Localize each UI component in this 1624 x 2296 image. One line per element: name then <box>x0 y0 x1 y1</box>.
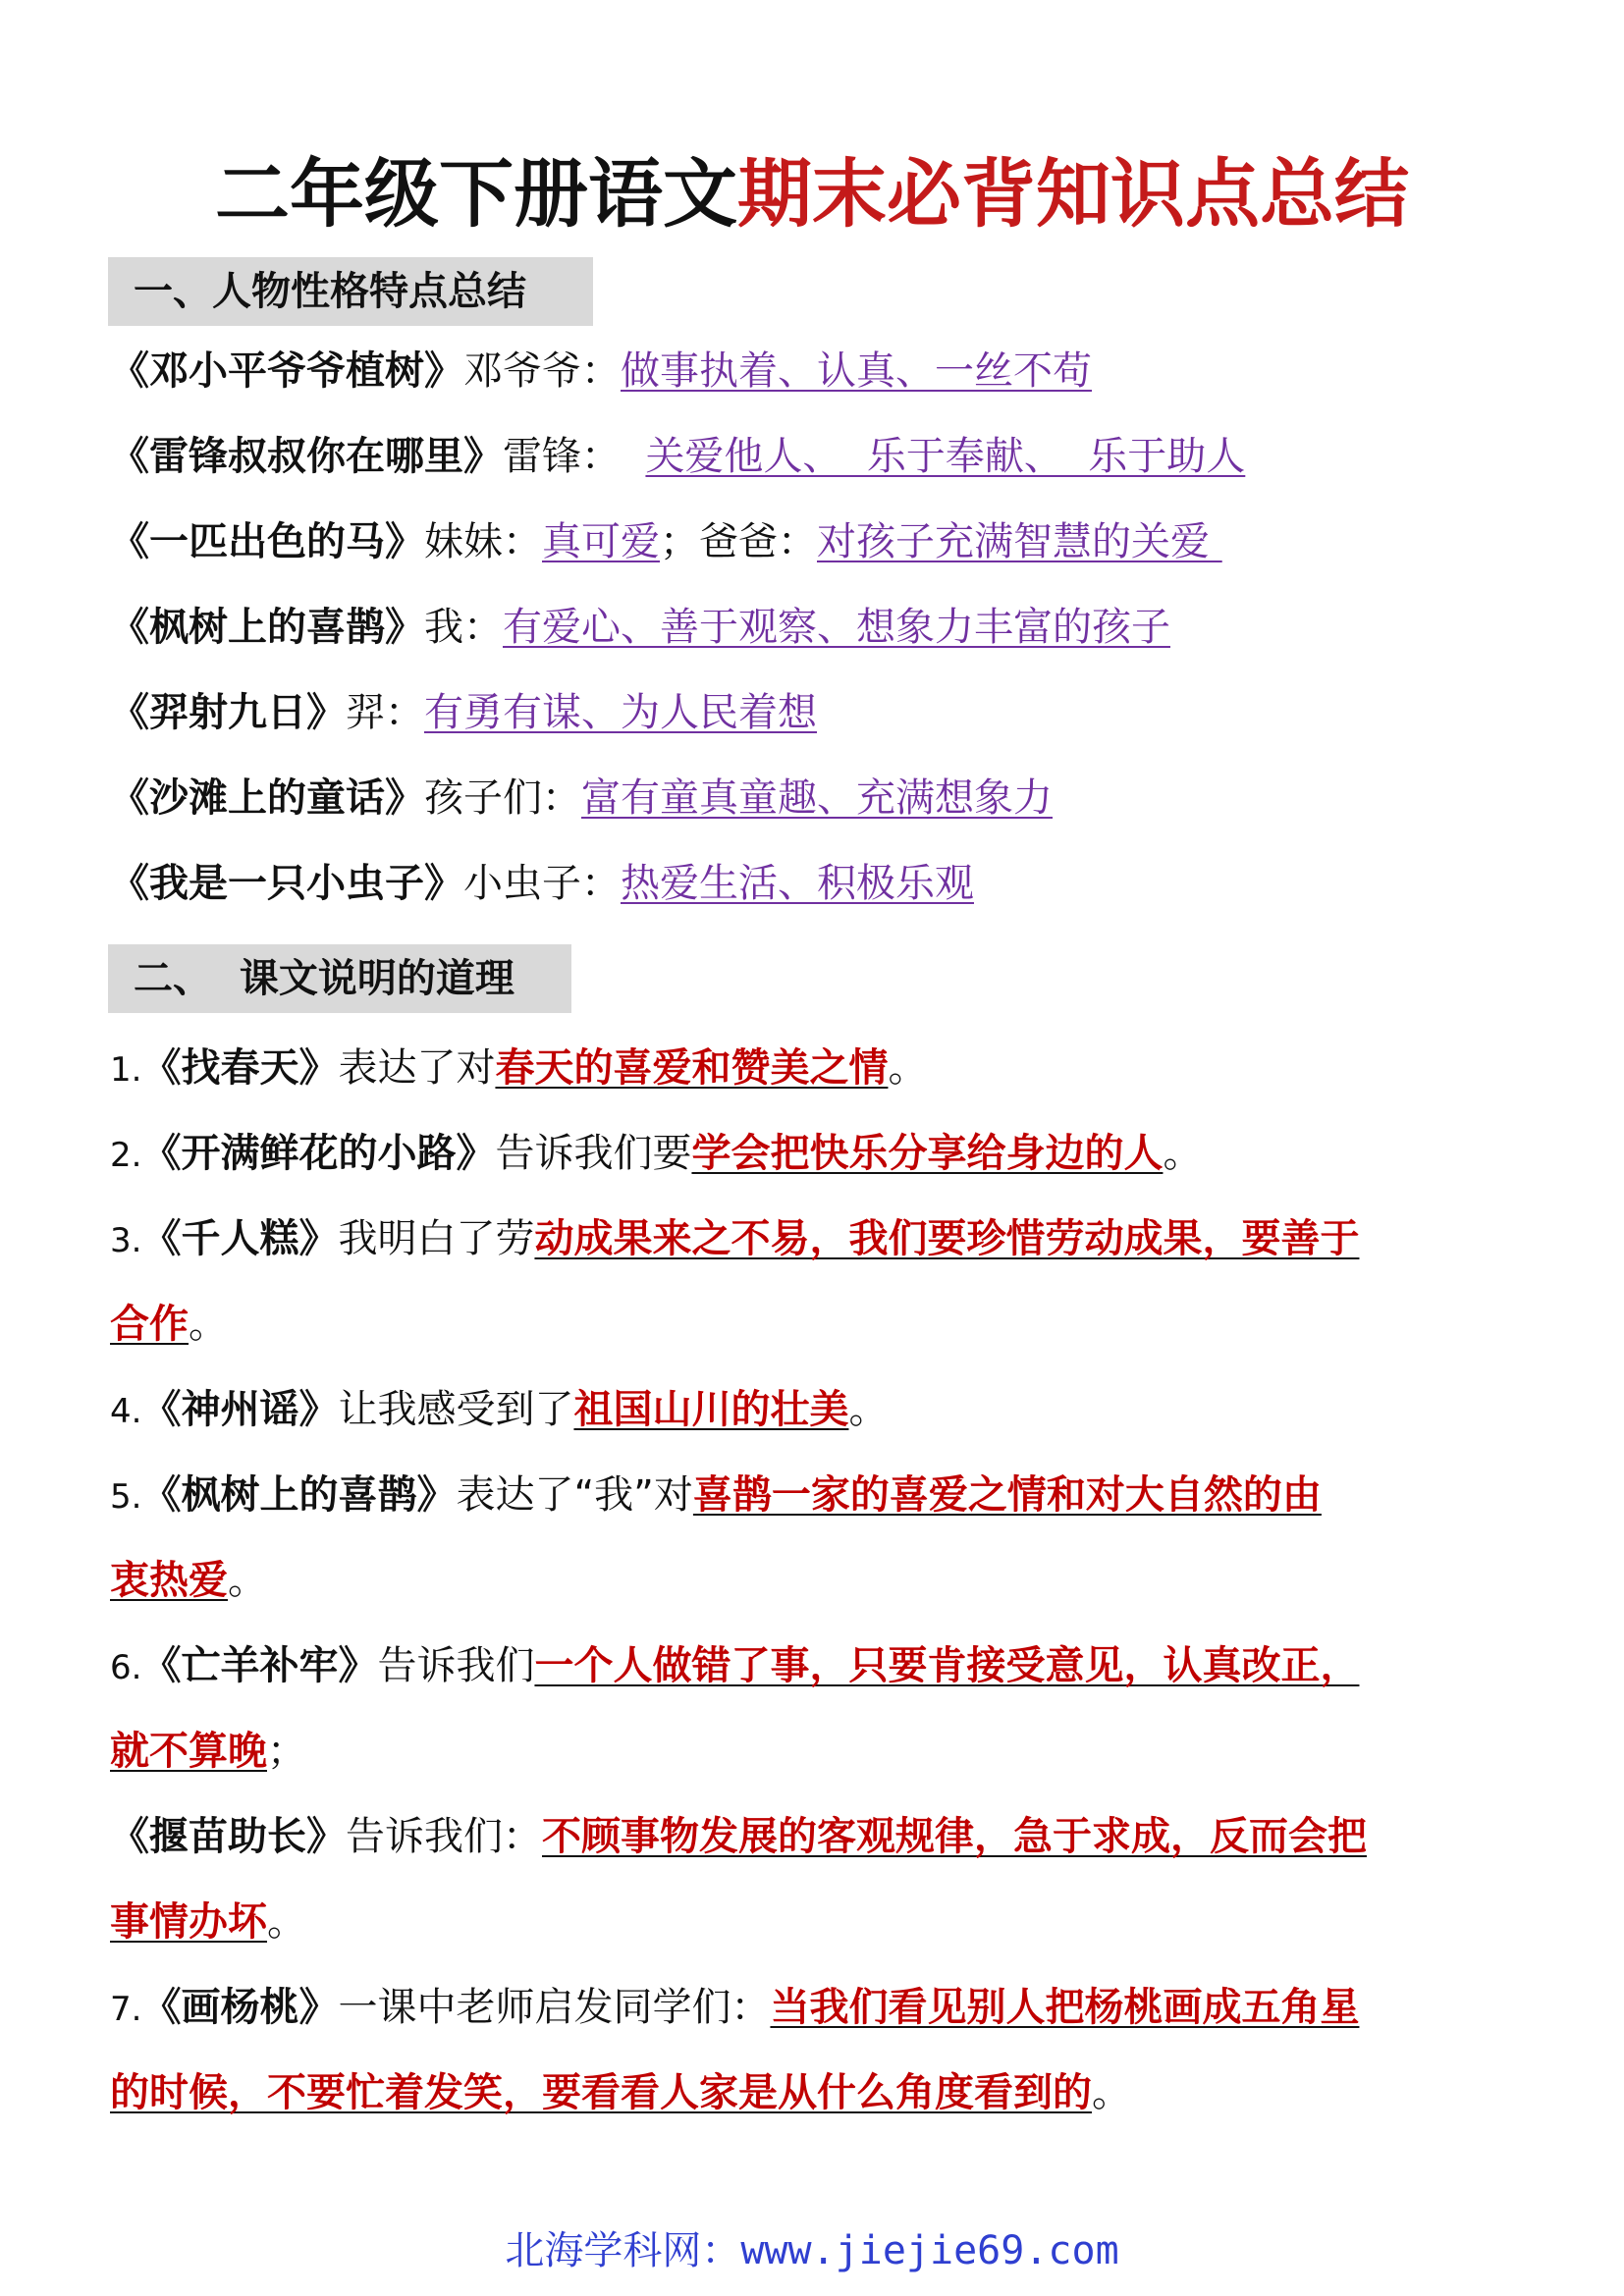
book-title: 《我是一只小虫子》 <box>110 861 463 906</box>
lesson: 学会把快乐分享给身边的人 <box>691 1131 1164 1176</box>
lesson-cont: 事情办坏 <box>110 1899 267 1945</box>
lead-text: 让我感受到了 <box>338 1387 574 1432</box>
character: 妹妹： <box>424 519 542 564</box>
list-item-continued <box>110 1551 267 1610</box>
book-title: 《羿射九日》 <box>110 690 346 735</box>
item-number: 7. <box>110 1990 142 2029</box>
book-title: 《沙滩上的童话》 <box>110 775 424 821</box>
punct: 。 <box>189 1302 228 1347</box>
lead-text: 告诉我们要 <box>495 1131 692 1176</box>
list-item <box>110 769 1053 828</box>
punct: 。 <box>1092 2070 1131 2115</box>
list-item <box>110 1807 1367 1866</box>
book-title: 《邓小平爷爷植树》 <box>110 348 463 394</box>
punct: 。 <box>848 1387 889 1432</box>
list-item <box>110 1380 888 1439</box>
list-item <box>110 1978 1359 2037</box>
character: 孩子们： <box>424 775 581 821</box>
book-title: 《开满鲜花的小路》 <box>141 1131 496 1176</box>
punct: ； <box>267 1729 306 1774</box>
list-item-continued <box>110 1893 306 1951</box>
book-title: 《亡羊补牢》 <box>141 1643 378 1688</box>
list-item <box>110 1466 1322 1524</box>
page-title <box>0 145 1624 243</box>
lead-text: 表达了“我”对 <box>456 1472 693 1518</box>
lesson: 喜鹊一家的喜爱之情和对大自然的由 <box>692 1472 1322 1518</box>
lesson: 一个人做错了事，只要肯接受意见，认真改正， <box>534 1643 1360 1688</box>
title-red: 期末必背知识点总结 <box>737 150 1409 238</box>
footer-watermark <box>0 2226 1624 2275</box>
trait: 富有童真童趣、充满想象力 <box>581 775 1053 821</box>
lesson-cont: 衷热爱 <box>110 1558 228 1603</box>
trait: 有爱心、善于观察、想象力丰富的孩子 <box>503 605 1170 650</box>
character: 雷锋： <box>503 434 646 479</box>
book-title: 《雷锋叔叔你在哪里》 <box>110 434 503 479</box>
punct: 。 <box>1163 1131 1203 1176</box>
lesson-cont: 合作 <box>110 1302 189 1347</box>
book-title: 《枫树上的喜鹊》 <box>110 605 424 650</box>
list-item <box>110 1636 1359 1695</box>
character: 羿： <box>346 690 424 735</box>
lesson: 当我们看见别人把杨桃画成五角星 <box>770 1985 1360 2030</box>
book-title: 《一匹出色的马》 <box>110 519 424 564</box>
list-item <box>110 512 1222 571</box>
trait: 关爱他人、 乐于奉献、 乐于助人 <box>645 434 1246 479</box>
punct: 。 <box>888 1045 928 1091</box>
lesson: 不顾事物发展的客观规律，急于求成，反而会把 <box>542 1814 1367 1859</box>
lead-text: 一课中老师启发同学们： <box>338 1985 771 2030</box>
list-item <box>110 1124 1202 1183</box>
list-item-continued <box>110 2063 1131 2122</box>
list-item <box>110 1039 927 1097</box>
lesson: 动成果来之不易，我们要珍惜劳动成果，要善于 <box>534 1216 1360 1261</box>
lesson-cont: 就不算晚 <box>110 1729 267 1774</box>
trait: 有勇有谋、为人民着想 <box>424 690 817 735</box>
item-number: 3. <box>110 1221 142 1260</box>
book-title: 《千人糕》 <box>141 1216 339 1261</box>
lesson-cont: 的时候，不要忙着发笑，要看看人家是从什么角度看到的 <box>110 2070 1092 2115</box>
character-2: ；爸爸： <box>660 519 817 564</box>
punct: 。 <box>228 1558 267 1603</box>
character: 我： <box>424 605 503 650</box>
list-item <box>110 854 974 913</box>
trait-2: 对孩子充满智慧的关爱 <box>817 519 1222 564</box>
list-item <box>110 598 1170 657</box>
item-number: 6. <box>110 1648 142 1687</box>
list-item <box>110 427 1245 486</box>
lead-text: 表达了对 <box>338 1045 496 1091</box>
footer-label: 北海学科网： <box>505 2228 741 2273</box>
trait: 做事执着、认真、一丝不苟 <box>621 348 1092 394</box>
item-number: 2. <box>110 1136 142 1175</box>
section-heading-2: 二、 课文说明的道理 <box>108 944 571 1013</box>
item-number: 5. <box>110 1477 142 1517</box>
list-item <box>110 1209 1359 1268</box>
character: 邓爷爷： <box>463 348 621 394</box>
punct: 。 <box>267 1899 306 1945</box>
item-number: 1. <box>110 1050 142 1090</box>
lead-text: 告诉我们： <box>346 1814 542 1859</box>
title-black: 二年级下册语文 <box>215 150 737 238</box>
book-title: 《揠苗助长》 <box>110 1814 346 1859</box>
list-item <box>110 683 817 742</box>
book-title: 《画杨桃》 <box>141 1985 339 2030</box>
trait: 真可爱 <box>542 519 660 564</box>
item-number: 4. <box>110 1392 142 1431</box>
lead-text: 告诉我们 <box>377 1643 535 1688</box>
list-item <box>110 342 1092 400</box>
lesson: 春天的喜爱和赞美之情 <box>495 1045 889 1091</box>
list-item-continued <box>110 1295 228 1354</box>
character: 小虫子： <box>463 861 621 906</box>
book-title: 《神州谣》 <box>141 1387 339 1432</box>
list-item-continued <box>110 1722 306 1781</box>
footer-url[interactable]: www.jiejie69.com <box>740 2228 1119 2273</box>
lead-text: 我明白了劳 <box>338 1216 535 1261</box>
section-heading-1: 一、人物性格特点总结 <box>108 257 593 326</box>
book-title: 《找春天》 <box>141 1045 339 1091</box>
book-title: 《枫树上的喜鹊》 <box>141 1472 457 1518</box>
trait: 热爱生活、积极乐观 <box>621 861 974 906</box>
lesson: 祖国山川的壮美 <box>573 1387 849 1432</box>
